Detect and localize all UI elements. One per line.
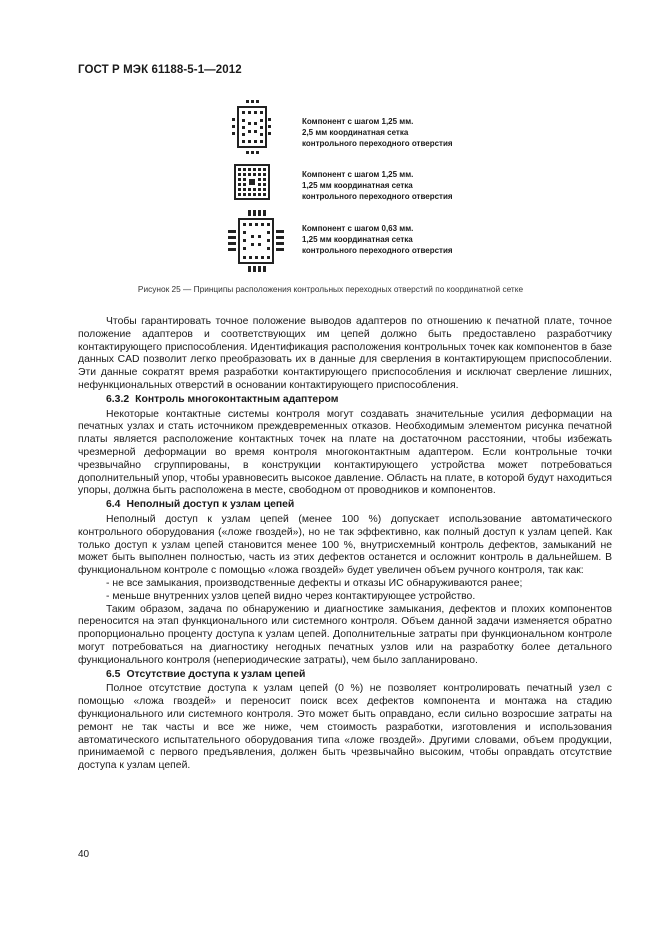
figure-25 bbox=[0, 98, 661, 288]
paragraph-adapter-position: Чтобы гарантировать точное положение выводов адаптеров по отношению к печатной плате, точное положение адаптеров и соответствующих им цепей должно быть предоставлено разработчику контактирующего приспособления. Идентификация расположения контрольных точек как компонентов в базе данных CAD позволит легко преобразовать их в данные для сверления в контактирующем приспособлении. Эти данные сократят время разработки контактирующего приспособления и исключат сверление лишних, нефункциональных отверстий в основании контактирующего приспособления. bbox=[78, 316, 612, 391]
standard-header: ГОСТ Р МЭК 61188-5-1—2012 bbox=[78, 64, 242, 76]
figure-label-1: Компонент с шагом 1,25 мм. 2,5 мм координатная сетка контрольного переходного отверстия bbox=[302, 117, 453, 148]
figure-label-3: Компонент с шагом 0,63 мм. 1,25 мм координатная сетка контрольного переходного отверстия bbox=[302, 224, 453, 255]
component-grid-icon-2 bbox=[234, 164, 270, 200]
paragraph-partial-access: Неполный доступ к узлам цепей (менее 100 %) допускает использование автоматического контрольного оборудования («ложе гвоздей»), но не так эффективно, как полный доступ к узлам цепей. Как только доступ к узлам цепей становится менее 100 %, внутрисхемный контроль дефектов, замыканий не может быть выполнен полностью, часть из этих дефектов останется и осложнит контроль в дальнейшем. В функциональном контроле с помощью «ложа гвоздей» будет увеличен объем ручного контроля, так как: bbox=[78, 513, 612, 577]
page-number: 40 bbox=[78, 849, 90, 860]
list-item: - не все замыкания, производственные дефекты и отказы ИС обнаруживаются ранее; bbox=[106, 577, 523, 589]
paragraph-no-access: Полное отсутствие доступа к узлам цепей (0 %) не позволяет контролировать печатный узел с помощью «ложа гвоздей» и переносит поиск всех дефектов компонента и монтажа на стадию функционального или системного контроля. Это может быть оправдано, если сильно возросшие затраты на ремонт не так часты и все же ниже, чем стоимость разработки, изготовления и использования автоматического испытательного оборудования типа «ложе гвоздей». Другими словами, объем продукции, принимаемой с первого предъявления, должен быть чрезвычайно высоким, чтобы оправдать отсутствие доступа к узлам цепей. bbox=[78, 683, 612, 772]
body-text bbox=[78, 316, 612, 773]
paragraph-multicontact: Некоторые контактные системы контроля могут создавать значительные усилия деформации на печатных узлах и стать источником преждевременных отказов. Необходимым элементом рисунка печатной платы является расположение контактных точек на плате на достаточном расстоянии, чтобы избежать чрезмерной деформации во время контроля многоконтактным адаптером. Если контрольные точки чрезвычайно сгруппированы, в конструкции контактирующего устройства может потребоваться дополнительный упор, чтобы уравновесить высокое давление. Область на плате, в которой будут находиться упоры, должна быть расположена в месте, свободном от проводников и компонентов. bbox=[78, 408, 612, 497]
component-grid-icon-1 bbox=[226, 100, 274, 158]
figure-caption: Рисунок 25 — Принципы расположения контрольных переходных отверстий по координатной сетке bbox=[137, 284, 524, 294]
paragraph-functional-control: Таким образом, задача по обнаружению и диагностике замыкания, дефектов и плохих компонентов переносится на этап функционального или системного контроля. Объем данной задачи изменяется обратно пропорционально проценту доступа к узлам цепей. Дополнительные затраты при функциональном контроле могут потребоваться на диагностику негодных печатных узлов или на разработку более детального функционального контроля (непериодические затраты), чем было запланировано. bbox=[78, 603, 612, 666]
list-item: - меньше внутренних узлов цепей видно через контактирующее устройство. bbox=[106, 590, 476, 602]
section-heading-6-5: 6.5 Отсутствие доступа к узлам цепей bbox=[106, 668, 306, 680]
section-heading-6-3-2: 6.3.2 Контроль многоконтактным адаптером bbox=[106, 393, 339, 405]
section-heading-6-4: 6.4 Неполный доступ к узлам цепей bbox=[106, 499, 295, 511]
figure-label-2: Компонент с шагом 1,25 мм. 1,25 мм координатная сетка контрольного переходного отверстия bbox=[302, 170, 453, 201]
component-grid-icon-3 bbox=[226, 210, 286, 272]
